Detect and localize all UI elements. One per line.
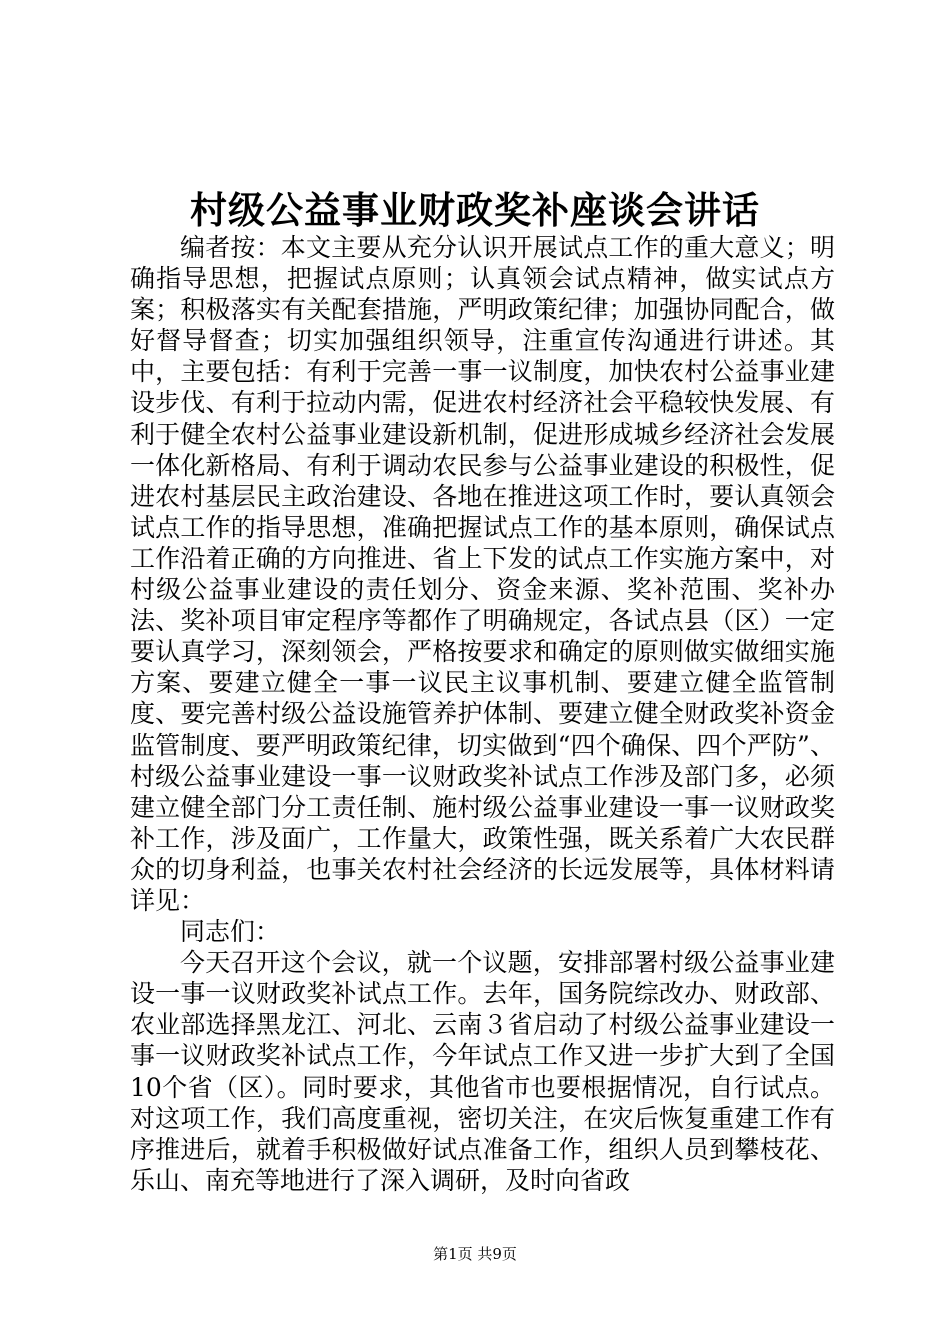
- editor-note-paragraph: 编者按：本文主要从充分认识开展试点工作的重大意义；明确指导思想，把握试点原则；认真领会试点精神，做实试点方案；积极落实有关配套措施，严明政策纪律；加强协同配合，做好督导督查；切实加强组织领导，注重宣传沟通进行讲述。其中，主要包括：有利于完善一事一议制度，加快农村公益事业建设步伐、有利于拉动内需，促进农村经济社会平稳较快发展、有利于健全农村公益事业建设新机制，促进形成城乡经济社会发展一体化新格局、有利于调动农民参与公益事业建设的积极性，促进农村基层民主政治建设、各地在推进这项工作时，要认真领会试点工作的指导思想，准确把握试点工作的基本原则，确保试点工作沿着正确的方向推进、省上下发的试点工作实施方案中，对村级公益事业建设的责任划分、资金来源、奖补范围、奖补办法、奖补项目审定程序等都作了明确规定，各试点县（区）一定要认真学习，深刻领会，严格按要求和确定的原则做实做细实施方案、要建立健全一事一议民主议事机制、要建立健全监管制度、要完善村级公益设施管养护体制、要建立健全财政奖补资金监管制度、要严明政策纪律，切实做到“四个确保、四个严防”、村级公益事业建设一事一议财政奖补试点工作涉及部门多，必须建立健全部门分工责任制、施村级公益事业建设一事一议财政奖补工作，涉及面广，工作量大，政策性强，既关系着广大农民群众的切身利益，也事关农村社会经济的长远发展等，具体材料请详见：: [130, 233, 835, 915]
- speech-paragraph: 今天召开这个会议，就一个议题，安排部署村级公益事业建设一事一议财政奖补试点工作。去年，国务院综改办、财政部、农业部选择黑龙江、河北、云南３省启动了村级公益事业建设一事一议财政奖补试点工作，今年试点工作又进一步扩大到了全国10个省（区）。同时要求，其他省市也要根据情况，自行试点。对这项工作，我们高度重视，密切关注，在灾后恢复重建工作有序推进后，就着手积极做好试点准备工作，组织人员到攀枝花、乐山、南充等地进行了深入调研，及时向省政: [130, 948, 835, 1195]
- document-body: [130, 232, 835, 1196]
- page-number-footer: 第1页 共9页: [433, 1245, 517, 1263]
- document-title: 村级公益事业财政奖补座谈会讲话: [190, 188, 760, 232]
- salutation-paragraph: 同志们：: [180, 917, 281, 947]
